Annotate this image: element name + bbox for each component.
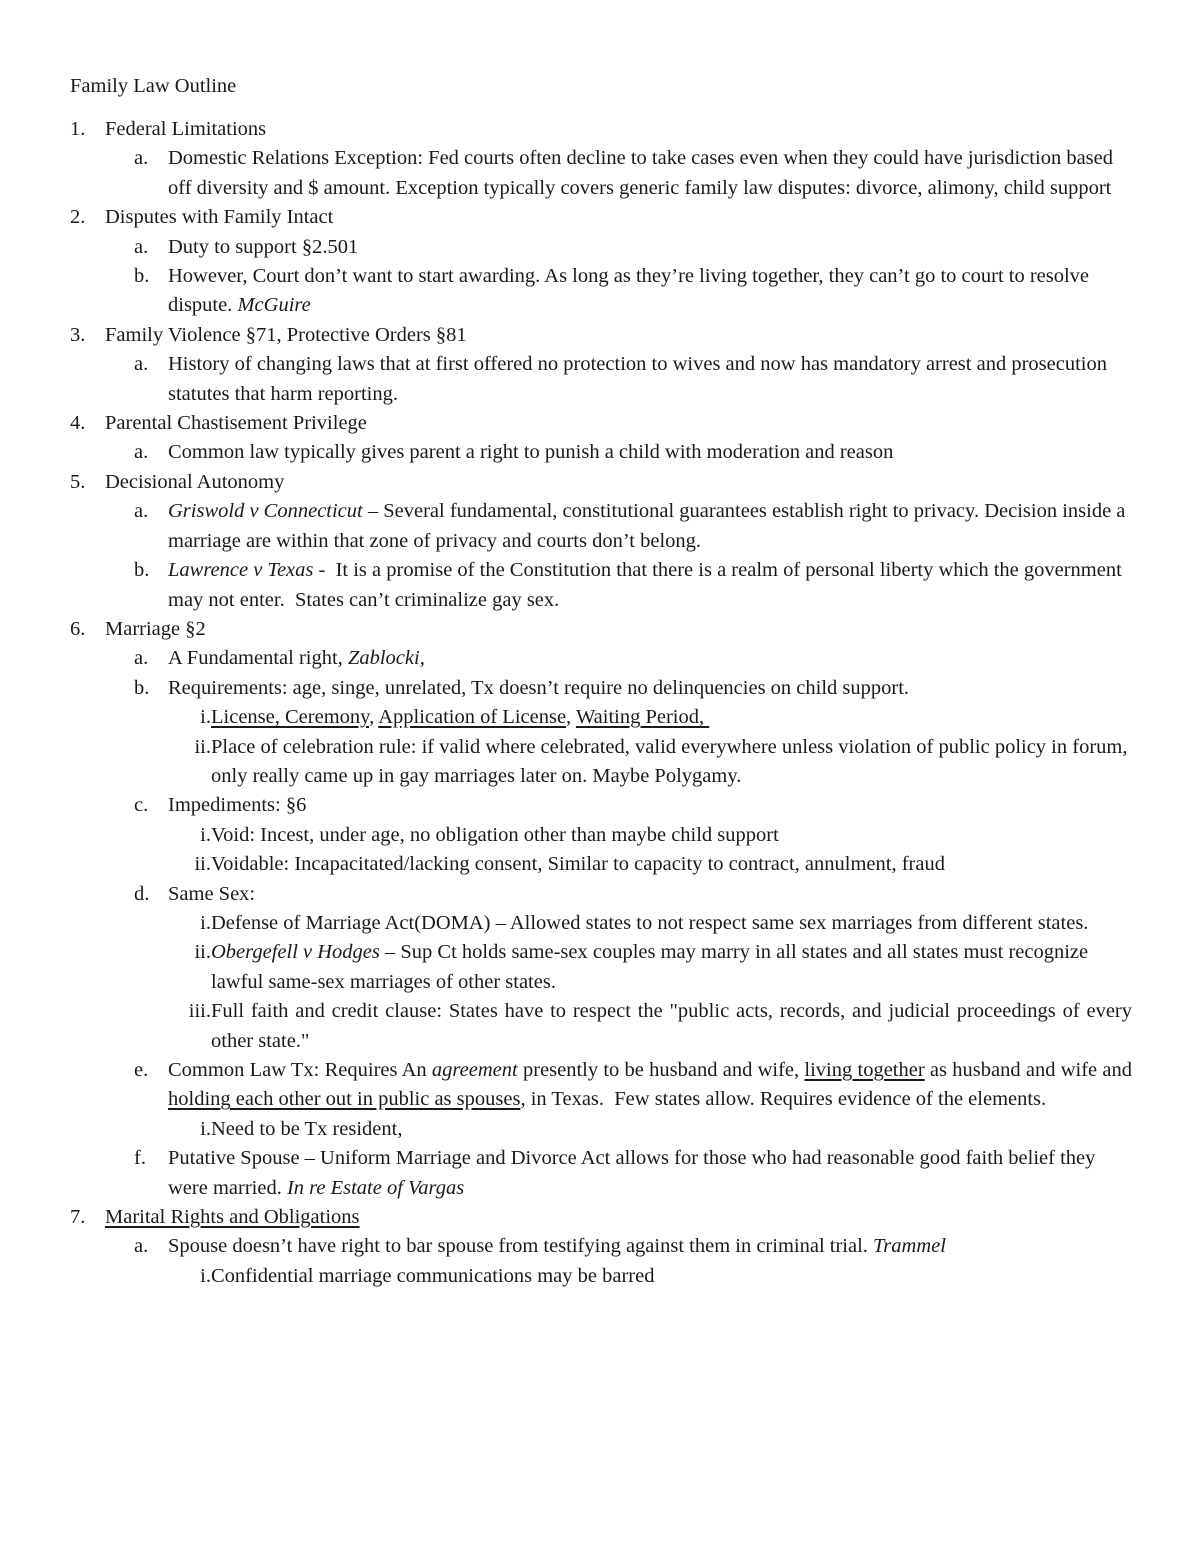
item-letter: a. [134, 500, 149, 523]
item-number: 1. [70, 118, 86, 140]
item-letter: b. [134, 559, 150, 582]
item-heading: Marital Rights and Obligations [105, 1206, 360, 1229]
separator: , [566, 706, 576, 729]
item-roman: i. [200, 706, 211, 729]
item-heading: Disputes with Family Intact [105, 206, 334, 229]
item-text-wrap [211, 938, 1132, 997]
item-text: – Several fundamental, constitutional guarantees establish right to privacy. Decision inside a marriage are within that zone of privacy and courts don’t belong. [168, 500, 1126, 552]
case-name: McGuire [237, 294, 311, 317]
item-number: 6. [70, 617, 86, 640]
item-text: Full faith and credit clause: States have to respect the "public acts, records, and judicial proceedings of every other state." [211, 1000, 1132, 1052]
item-number: 4. [70, 412, 86, 435]
item-roman-wrap [168, 997, 211, 1026]
outline-item-6d-ii [70, 938, 1132, 997]
item-number: 5. [70, 470, 86, 493]
outline-item-2 [70, 203, 1132, 232]
item-roman: i. [200, 911, 211, 934]
document-title: Family Law Outline [70, 75, 237, 97]
case-name: Trammel [873, 1235, 946, 1258]
underlined-term: Waiting Period, [575, 706, 710, 729]
outline-item-7a-i [70, 1262, 1132, 1291]
outline-item-2b [70, 262, 1132, 321]
item-text-wrap [168, 1144, 1132, 1203]
item-text: - It is a promise of the Constitution that there is a realm of personal liberty which the government may not enter. States can’t criminalize gay sex. [168, 559, 1127, 611]
item-text: A Fundamental right, [168, 647, 348, 670]
item-suffix: , [419, 647, 425, 670]
case-name: Griswold v Connecticut [168, 500, 363, 523]
item-roman-wrap [168, 909, 211, 938]
item-letter: a. [134, 441, 149, 464]
item-text-wrap [168, 1232, 1132, 1261]
item-text-wrap [168, 1056, 1138, 1115]
item-text: Impediments: §6 [168, 794, 307, 817]
outline-item-6a [70, 644, 1132, 673]
item-roman: iii. [188, 1000, 211, 1023]
case-name: In re Estate of Vargas [286, 1176, 465, 1199]
case-name: Lawrence v Texas [168, 559, 314, 582]
item-heading: Parental Chastisement Privilege [105, 412, 367, 435]
outline-item-4a [70, 438, 1132, 467]
underlined-term: living together [804, 1059, 925, 1081]
item-text: Need to be Tx resident, [211, 1117, 403, 1140]
item-letter: a. [134, 647, 149, 670]
item-text-wrap [168, 262, 1132, 321]
item-text: presently to be husband and wife, [517, 1059, 805, 1081]
item-text: Requirements: age, singe, unrelated, Tx doesn’t require no delinquencies on child support. [168, 676, 910, 699]
item-roman: ii. [194, 941, 211, 964]
item-heading: Federal Limitations [105, 118, 267, 140]
outline-item-6d-iii [70, 997, 1132, 1056]
outline-item-6c-ii [70, 850, 1132, 879]
item-text: Place of celebration rule: if valid where celebrated, valid everywhere unless violation of public policy in forum, only really came up in gay marriages later on. Maybe Polygamy. [211, 735, 1128, 787]
item-roman-wrap [168, 938, 211, 967]
item-text: History of changing laws that at first offered no protection to wives and now has mandatory arrest and prosecution statutes that harm reporting. [168, 353, 1107, 405]
outline-item-3a [70, 350, 1132, 409]
item-text: Domestic Relations Exception: Fed courts often decline to take cases even when they could have jurisdiction based off diversity and $ amount. Exception typically covers generic family law disputes: divorce, alimony, child support [168, 147, 1114, 199]
outline-item-6b-i [70, 703, 1132, 732]
item-roman-wrap [168, 733, 211, 762]
item-roman: ii. [194, 853, 211, 876]
item-text: , in Texas. Few states allow. Requires evidence of the elements. [520, 1088, 1047, 1111]
outline-item-7 [70, 1203, 1132, 1232]
item-letter: c. [134, 794, 149, 817]
outline-item-6e-i [70, 1115, 1132, 1144]
item-number: 3. [70, 323, 86, 346]
item-letter: a. [134, 235, 149, 258]
underlined-term: holding each other out in public as spouses [168, 1088, 521, 1111]
outline-item-5 [70, 468, 1132, 497]
item-text: Putative Spouse – Uniform Marriage and Divorce Act allows for those who had reasonable good faith belief they were married. [168, 1147, 1101, 1199]
item-roman-wrap [168, 1115, 211, 1144]
item-roman: i. [200, 823, 211, 846]
outline-item-4 [70, 409, 1132, 438]
underlined-term: Application of License [378, 706, 567, 729]
item-heading: Decisional Autonomy [105, 470, 285, 493]
item-roman-wrap [168, 703, 211, 732]
outline-item-3 [70, 321, 1132, 350]
outline-item-6c-i [70, 821, 1132, 850]
item-text: Defense of Marriage Act(DOMA) – Allowed states to not respect same sex marriages from different states. [211, 911, 1089, 934]
item-number: 2. [70, 206, 86, 229]
outline-item-2a [70, 233, 1132, 262]
item-text-wrap [168, 644, 1132, 673]
item-text: However, Court don’t want to start awarding. As long as they’re living together, they can’t go to court to resolve dispute. [168, 265, 1090, 317]
outline-item-6d [70, 880, 1132, 909]
item-text: Void: Incest, under age, no obligation other than maybe child support [211, 823, 779, 846]
item-text: Spouse doesn’t have right to bar spouse from testifying against them in criminal trial. [168, 1235, 874, 1258]
item-number: 7. [70, 1206, 86, 1229]
item-heading: Marriage §2 [105, 617, 206, 640]
item-letter: f. [134, 1147, 146, 1170]
item-roman: ii. [194, 735, 211, 758]
item-letter: d. [134, 882, 150, 905]
item-roman-wrap [168, 821, 211, 850]
item-text: – Sup Ct holds same-sex couples may marry in all states and all states must recognize lawful same-sex marriages of other states. [211, 941, 1089, 993]
outline-item-6c [70, 791, 1132, 820]
item-roman-wrap [168, 1262, 211, 1291]
item-letter: b. [134, 265, 150, 288]
outline [70, 115, 1138, 1291]
separator: , [369, 706, 379, 729]
item-text-wrap [168, 497, 1132, 556]
item-roman: i. [200, 1117, 211, 1140]
case-name: Obergefell v Hodges [211, 941, 380, 964]
item-heading: Family Violence §71, Protective Orders §81 [105, 323, 467, 346]
item-letter: b. [134, 676, 150, 699]
outline-item-1a [70, 144, 1132, 203]
outline-item-6d-i [70, 909, 1132, 938]
item-letter: e. [134, 1059, 149, 1081]
item-text: as husband and wife and [924, 1059, 1138, 1081]
item-text: Common Law Tx: Requires An [168, 1059, 432, 1081]
outline-item-6b [70, 674, 1132, 703]
case-name: Zablocki [347, 647, 420, 670]
item-text-wrap [211, 703, 1132, 732]
item-text: Confidential marriage communications may be barred [211, 1264, 655, 1287]
item-letter: a. [134, 1235, 149, 1258]
outline-item-7a [70, 1232, 1132, 1261]
item-text: Same Sex: [168, 882, 256, 905]
underlined-term: License, Ceremony [211, 706, 370, 729]
outline-item-5b [70, 556, 1132, 615]
outline-item-6e [70, 1056, 1138, 1115]
outline-item-5a [70, 497, 1132, 556]
item-letter: a. [134, 353, 149, 376]
outline-item-6f [70, 1144, 1132, 1203]
item-roman: i. [200, 1264, 211, 1287]
outline-item-6 [70, 615, 1132, 644]
item-text: Duty to support §2.501 [168, 235, 359, 258]
outline-item-6b-ii [70, 733, 1132, 792]
emphasized-term: agreement [431, 1059, 518, 1081]
item-text: Voidable: Incapacitated/lacking consent, Similar to capacity to contract, annulment, fraud [211, 853, 945, 876]
outline-item-1 [70, 115, 1132, 144]
item-text: Common law typically gives parent a right to punish a child with moderation and reason [168, 441, 894, 464]
item-text-wrap [168, 556, 1132, 615]
item-letter: a. [134, 147, 149, 170]
item-heading-wrap [105, 1203, 1132, 1232]
item-roman-wrap [168, 850, 211, 879]
